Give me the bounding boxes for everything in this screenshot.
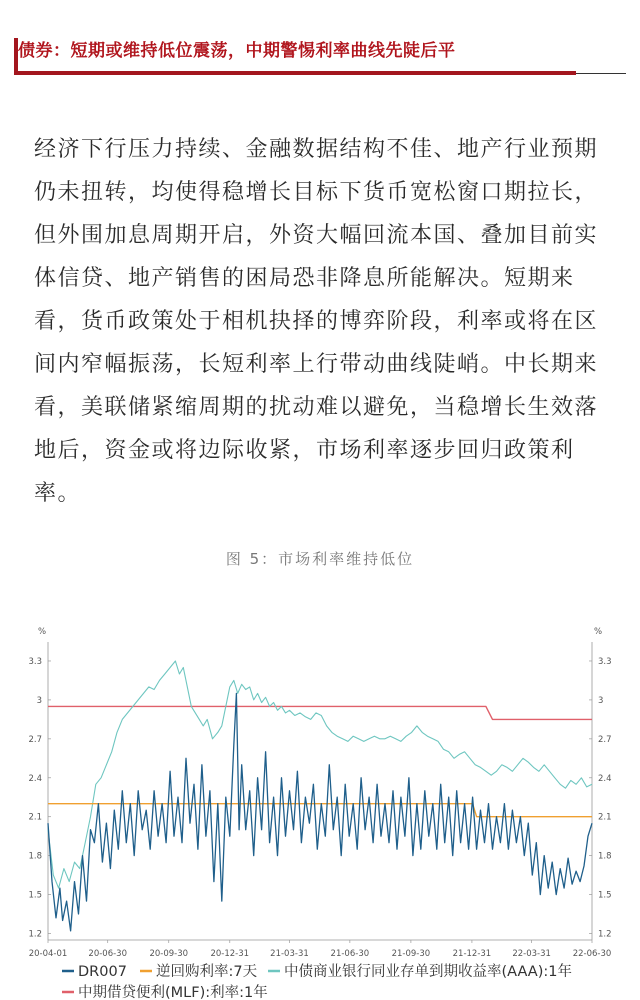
series-line-dr007: [48, 693, 592, 931]
header-rule: [576, 73, 626, 74]
x-tick-label: 20-06-30: [88, 949, 128, 959]
left-tick-label: 2.1: [28, 812, 42, 823]
article-header: [0, 0, 640, 80]
x-tick-label: 21-06-30: [330, 949, 370, 959]
figure-caption: 图 5：市场利率维持低位: [225, 550, 415, 568]
header-underline: [14, 71, 576, 75]
x-tick-label: 21-09-30: [391, 949, 431, 959]
x-tick-label: 21-03-31: [270, 949, 309, 959]
chart-frame: [38, 627, 602, 940]
right-tick-label: 1.5: [598, 890, 612, 901]
left-tick-label: 2.7: [28, 734, 42, 745]
right-tick-label: 2.1: [598, 812, 612, 823]
article-paragraph: 经济下行压力持续、金融数据结构不佳、地产行业预期仍未扭转，均使得稳增长目标下货币宽松窗口期拉长，但外围加息周期开启，外资大幅回流本国、叠加目前实体信贷、地产销售的困局恐非降息所能解决。短期来看，货币政策处于相机抉择的博弈阶段，利率或将在区间内窄幅振荡，长短利率上行带动曲线陡峭。中长期来看，美联储紧缩周期的扰动难以避免，当稳增长生效落地后，资金或将边际收紧，市场利率逐步回归政策利率。: [34, 137, 599, 506]
x-tick-label: 22-03-31: [512, 949, 551, 959]
right-tick-label: 3.3: [598, 656, 612, 667]
legend-label-dr007: DR007: [78, 964, 127, 980]
left-tick-label: 3: [36, 695, 42, 706]
chart-legend: [62, 962, 572, 1000]
right-tick-label: 2.7: [598, 734, 612, 745]
legend-label-ncd: 中债商业银行同业存单到期收益率(AAA):1年: [284, 964, 572, 980]
series-line-ncd: [48, 661, 592, 888]
left-tick-label: 1.2: [28, 929, 42, 940]
x-tick-label: 20-04-01: [28, 949, 68, 959]
left-tick-label: 1.5: [28, 890, 42, 901]
rate-chart: [0, 618, 640, 1000]
x-tick-label: 20-09-30: [149, 949, 189, 959]
x-axis-ticks: [29, 940, 612, 959]
right-tick-label: 1.8: [598, 851, 612, 862]
right-tick-label: 3: [598, 695, 604, 706]
right-unit-label: %: [593, 627, 603, 637]
right-tick-label: 2.4: [598, 773, 612, 784]
x-tick-label: 20-12-31: [210, 949, 250, 959]
section-title: 债券：短期或维持低位震荡，中期警惕利率曲线先陡后平: [18, 41, 456, 61]
x-tick-label: 21-12-31: [452, 949, 492, 959]
legend-label-reverse_repo: 逆回购利率:7天: [156, 964, 258, 980]
series-line-mlf: [48, 706, 592, 719]
left-unit-label: %: [37, 627, 47, 637]
right-tick-label: 1.2: [598, 929, 612, 940]
legend-label-mlf: 中期借贷便利(MLF):利率:1年: [78, 985, 268, 1000]
x-tick-label: 22-06-30: [572, 949, 612, 959]
left-tick-label: 1.8: [28, 851, 42, 862]
left-tick-label: 3.3: [28, 656, 42, 667]
chart-series: [48, 661, 592, 931]
left-tick-label: 2.4: [28, 773, 42, 784]
